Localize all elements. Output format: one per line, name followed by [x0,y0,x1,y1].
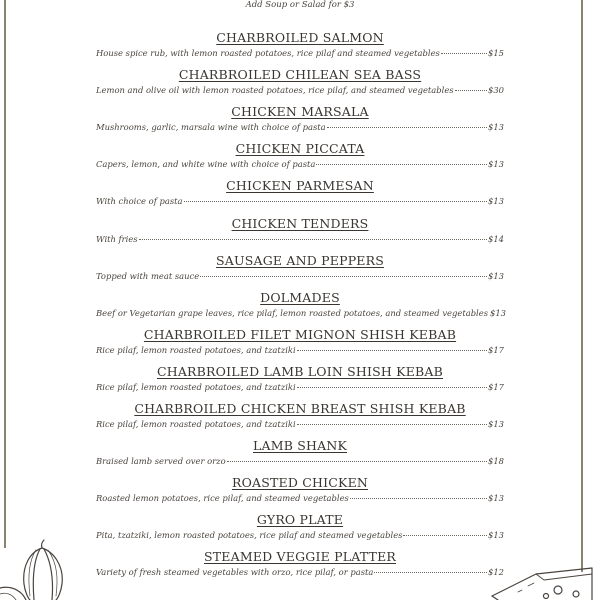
menu-item-price: $13 [490,307,506,318]
menu-item-name: CHARBROILED LAMB LOIN SHISH KEBAB [156,363,444,379]
menu-item-name: LAMB SHANK [252,438,348,454]
dot-leader [297,350,487,351]
menu-item-description: Braised lamb served over orzo [96,456,226,467]
menu-item-line [96,270,504,282]
menu-item-line [96,121,504,133]
menu-item-price: $13 [488,159,504,170]
menu-item [96,253,504,282]
dot-leader [350,498,487,499]
menu-item-description: Pita, tzatziki, lemon roasted potatoes, rice pilaf and steamed vegetables [96,530,403,541]
menu-item-name: STEAMED VEGGIE PLATTER [203,549,397,565]
menu-item-name: DOLMADES [260,289,340,305]
dot-leader [227,461,487,462]
menu-item-description: Rice pilaf, lemon roasted potatoes, and tzatziki [96,419,296,429]
menu-item-description: Variety of fresh steamed vegetables with orzo, rice pilaf, or pasta [96,567,374,578]
menu-item [96,67,504,96]
menu-item-line [96,158,504,170]
menu-item-price: $13 [488,493,504,504]
menu-item-line [96,84,504,96]
menu-item-description: Rice pilaf, lemon roasted potatoes, and tzatziki [96,381,296,392]
menu-item-line [96,381,504,393]
menu-item-line [96,566,504,578]
menu-item [96,290,504,319]
menu-item [96,104,504,133]
menu-item-description: With choice of pasta [96,196,183,207]
dot-leader [297,424,487,425]
menu-item [96,512,504,541]
menu-item-description: Lemon and olive oil with lemon roasted potatoes, rice pilaf, and steamed vegetables [96,85,454,96]
menu-item-line [96,344,504,356]
onion-illustration-icon [0,536,80,600]
menu-item [96,30,504,59]
menu-item-description: Capers, lemon, and white wine with choice of pasta [96,159,316,170]
menu-subtitle: Add Soup or Salad for $3 [245,0,355,10]
cheese-illustration-icon [488,564,600,600]
menu-item-line [96,47,504,59]
menu-item-line [96,492,504,504]
menu-item-line [96,455,504,467]
menu-item-line [96,529,504,541]
menu-item-description: Rice pilaf, lemon roasted potatoes, and tzatziki [96,344,296,355]
dot-leader [200,276,487,277]
menu-item [96,401,504,430]
menu-item-name: CHARBROILED CHILEAN SEA BASS [178,67,422,83]
menu-item [96,216,504,245]
page-border-right [581,0,583,572]
menu-item [96,364,504,393]
dot-leader [403,535,487,536]
menu-item [96,549,504,578]
menu-item-price: $13 [488,122,504,133]
menu-item-description: Mushrooms, garlic, marsala wine with choice of pasta [96,122,326,133]
menu-item-description: With fries [96,233,138,244]
dot-leader [316,164,487,165]
menu-item-price: $15 [488,48,504,58]
menu-item-price: $30 [488,85,504,96]
menu-item-description: Beef or Vegetarian grape leaves, rice pilaf, lemon roasted potatoes, and steamed vegetables [96,307,488,318]
menu-item-price: $13 [488,530,504,541]
menu-item-name: CHARBROILED CHICKEN BREAST SHISH KEBAB [134,401,466,416]
menu-item-price: $13 [488,270,504,281]
menu-item-description: Roasted lemon potatoes, rice pilaf, and steamed vegetables [96,493,349,504]
menu-item-line [96,233,504,245]
menu-item-name: ROASTED CHICKEN [231,475,369,491]
dot-leader [327,127,487,128]
menu-item-name: CHARBROILED FILET MIGNON SHISH KEBAB [143,326,457,342]
menu-item [96,475,504,504]
dot-leader [455,90,487,91]
menu-item-description: Topped with meat sauce [96,270,200,281]
menu-item [96,438,504,467]
menu-item-line [96,418,504,430]
menu-item-price: $14 [488,233,504,244]
dot-leader [184,201,488,202]
menu-item-line [96,307,504,319]
menu-item-name: CHICKEN TENDERS [231,215,369,231]
menu-item [96,178,504,207]
menu-item [96,141,504,170]
menu-item-description: House spice rub, with lemon roasted potatoes, rice pilaf and steamed vegetables [96,48,440,58]
menu-item-price: $13 [488,419,504,429]
menu-item-name: CHICKEN MARSALA [231,104,369,120]
menu-item-line [96,195,504,207]
menu-item-price: $17 [488,381,504,392]
page-border-left [4,0,6,548]
menu-item-price: $18 [488,456,504,467]
menu-item-name: SAUSAGE AND PEPPERS [215,252,384,268]
dot-leader [297,387,487,388]
dot-leader [441,53,487,54]
dot-leader [374,572,487,573]
menu-item-name: GYRO PLATE [256,512,344,528]
menu-item-name: CHICKEN PICCATA [235,141,365,157]
menu-item [96,327,504,356]
menu-item-price: $17 [488,344,504,355]
menu-item-price: $12 [488,567,504,578]
menu-item-price: $13 [488,196,504,207]
menu-item-name: CHARBROILED SALMON [216,30,384,45]
dot-leader [139,239,487,240]
menu-item-name: CHICKEN PARMESAN [226,178,374,194]
